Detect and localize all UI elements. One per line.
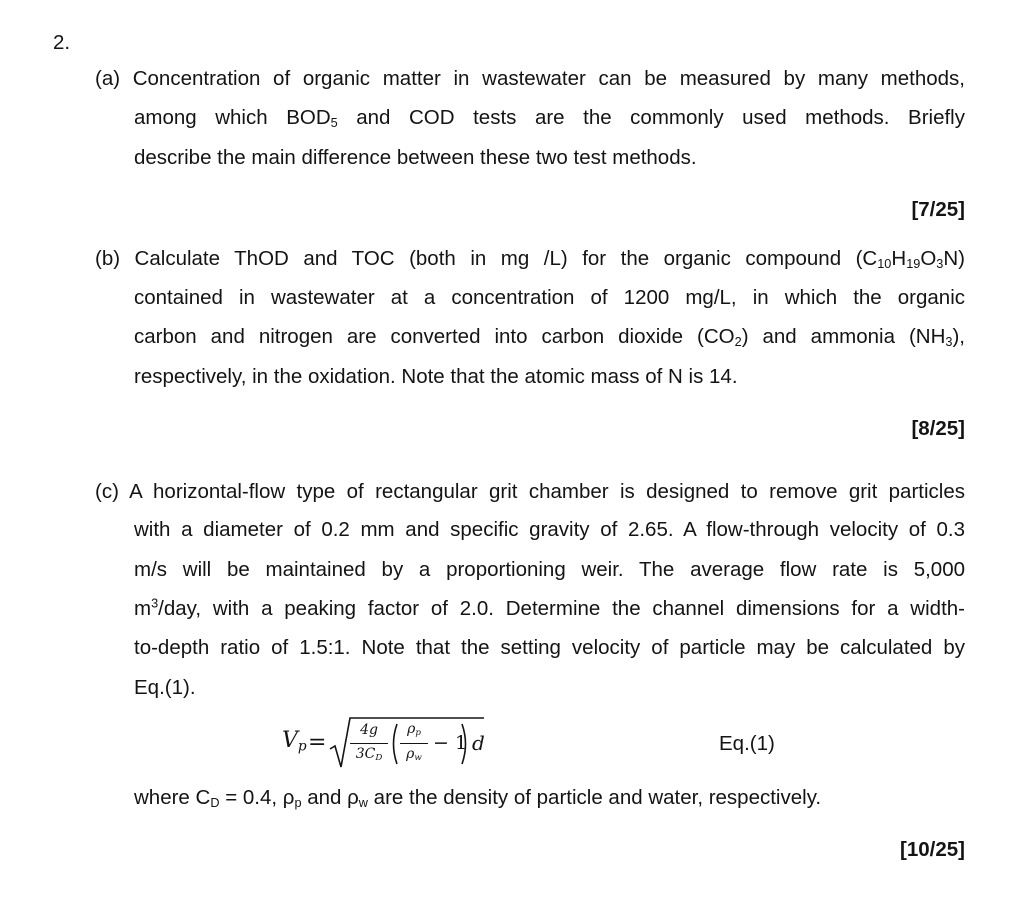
part-a-marks: [7/25] [911,198,965,221]
fraction-1-numerator: 4g [360,722,378,738]
part-a-line-3: describe the main difference between these two test methods. [134,146,697,169]
fraction-2-denominator [399,746,429,762]
bod-subscript: 5 [330,115,338,131]
part-b-line-1 [95,247,965,271]
part-a-line-2 [134,106,965,130]
rho-p-symbol: ρ [407,721,416,737]
carbon-subscript: 10 [877,256,892,272]
hydrogen-subscript: 19 [906,256,921,272]
where-end: are the density of particle and water, respectively. [367,786,822,809]
left-parenthesis [389,722,399,766]
where-mid-2: and ρ [301,786,359,809]
co2-subscript: 2 [734,334,742,350]
part-c-marks: [10/25] [900,838,965,861]
part-b-line-3-mid: ) and ammonia (NH [741,325,946,348]
oxygen-symbol: O [920,247,937,270]
part-b-line-3-start: carbon and nitrogen are converted into carbon dioxide (CO [134,325,735,348]
fraction-1-den-text: 3C [355,746,376,762]
part-c-line-6: Eq.(1). [134,676,196,699]
part-c-line-4-rest: /day, with a peaking factor of 2.0. Determine the channel dimensions for a width- [158,597,965,620]
part-c-line-5: to-depth ratio of 1.5:1. Note that the setting velocity of particle may be calculated by [134,636,965,659]
part-b-line-1-text: (b) Calculate ThOD and TOC (both in mg /L) for the organic compound (C [95,247,878,270]
cd-subscript: D [210,795,220,811]
rho-p-subscript: p [415,728,421,739]
question-number: 2. [53,31,71,54]
fraction-1-denominator [349,746,389,762]
equation-equals: = [308,730,327,755]
bod-text: among which BOD [134,106,331,129]
where-rho-p-subscript: p [294,795,302,811]
m-unit: m [134,597,152,620]
part-a-line-1: (a) Concentration of organic matter in wastewater can be measured by many methods, [95,67,965,90]
oxygen-subscript: 3 [936,256,944,272]
diameter-symbol: d [472,731,485,755]
where-mid-1: = 0.4, ρ [219,786,295,809]
equation-lhs [282,728,307,753]
hydrogen-symbol: H [891,247,907,270]
velocity-subscript: p [297,738,307,755]
nh3-subscript: 3 [945,334,953,350]
cubic-superscript: 3 [151,595,159,611]
nitrogen-symbol: N) [943,247,965,270]
part-b-line-3 [134,325,965,349]
part-a-line-2-rest: and COD tests are the commonly used methods. Briefly [337,106,965,129]
part-b-line-4: respectively, in the oxidation. Note that the atomic mass of N is 14. [134,365,738,388]
part-c-line-4 [134,597,965,621]
fraction-2-bar [400,743,428,744]
right-parenthesis [460,722,470,766]
rho-w-symbol: ρ [406,746,415,762]
where-rho-w-subscript: w [358,795,368,811]
where-text: where C [134,786,211,809]
part-c-where-line [134,786,821,810]
part-b-line-3-end: ), [952,325,965,348]
velocity-symbol: V [282,728,298,753]
part-c-line-1: (c) A horizontal-flow type of rectangular grit chamber is designed to remove grit particles [95,480,965,503]
fraction-2-numerator [399,721,429,737]
rho-w-subscript: w [414,753,422,764]
fraction-1-den-subscript: D [375,753,383,764]
part-c-line-3: m/s will be maintained by a proportioning weir. The average flow rate is 5,000 [134,558,965,581]
minus-one: − 1 [433,732,468,754]
part-b-marks: [8/25] [911,417,965,440]
fraction-1-bar [350,743,388,744]
part-c-line-2: with a diameter of 0.2 mm and specific gravity of 2.65. A flow-through velocity of 0.3 [134,518,965,541]
part-b-line-2: contained in wastewater at a concentration of 1200 mg/L, in which the organic [134,286,965,309]
equation-label: Eq.(1) [719,732,775,755]
